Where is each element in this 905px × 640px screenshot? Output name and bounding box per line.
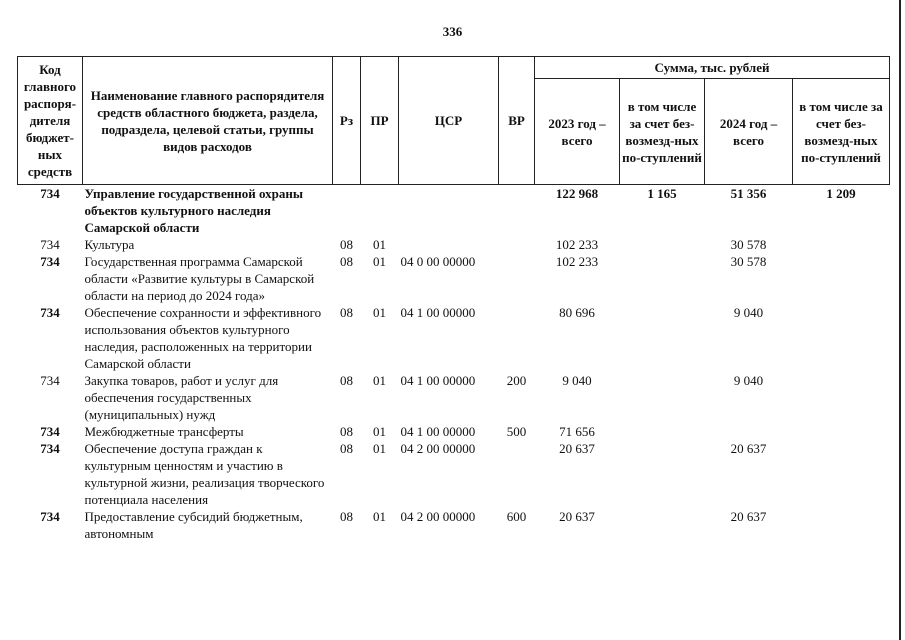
- row-2023-free: 1 165: [647, 186, 677, 201]
- header-2023-total: 2023 год – всего: [535, 79, 620, 185]
- row-2024-total: 9 040: [733, 305, 764, 320]
- row-csr: [399, 236, 499, 253]
- row-vr: 600: [506, 509, 527, 524]
- row-csr: 04 2 00 00000: [400, 441, 476, 456]
- row-2023-free: [620, 372, 705, 423]
- row-2023-total: 80 696: [559, 305, 595, 320]
- row-csr: [399, 185, 499, 237]
- row-2023-total: 102 233: [555, 254, 599, 269]
- row-2024-free: [793, 423, 890, 440]
- row-code: 734: [40, 186, 60, 201]
- header-name: Наименование главного распорядителя средств областного бюджета, раздела, подраздела, целевой статьи, группы видов расходов: [83, 57, 333, 185]
- table-row: [18, 253, 890, 304]
- header-2023-free: в том числе за счет без-возмезд-ных по-ступлений: [620, 79, 705, 185]
- row-2023-free: [620, 423, 705, 440]
- row-2024-free: [793, 236, 890, 253]
- header-vr: ВР: [499, 57, 535, 185]
- row-2023-free: [620, 304, 705, 372]
- row-pr: 01: [373, 373, 386, 388]
- row-name: Закупка товаров, работ и услуг для обеспечения государственных (муниципальных) нужд: [84, 373, 279, 422]
- row-rz: 08: [340, 305, 353, 320]
- row-rz: 08: [340, 254, 353, 269]
- row-2024-total: 30 578: [730, 237, 767, 252]
- row-name: Управление государственной охраны объектов культурного наследия Самарской области: [84, 186, 303, 235]
- header-2024-total: 2024 год – всего: [705, 79, 793, 185]
- table-row: [18, 185, 890, 237]
- row-2023-free: [620, 253, 705, 304]
- header-rz: Рз: [333, 57, 361, 185]
- row-code: 734: [40, 509, 60, 524]
- row-name: Обеспечение сохранности и эффективного использования объектов культурного наследия, расположенных на территории Самарской области: [84, 305, 322, 371]
- row-2024-total: 51 356: [730, 186, 767, 201]
- header-2024-free: в том числе за счет без-возмезд-ных по-ступлений: [793, 79, 890, 185]
- row-rz: [333, 185, 361, 237]
- table-row: [18, 304, 890, 372]
- row-name: Государственная программа Самарской области «Развитие культуры в Самарской области на период до 2024 года»: [84, 254, 315, 303]
- row-rz: 08: [340, 373, 353, 388]
- row-2023-total: 102 233: [555, 237, 599, 252]
- row-csr: 04 0 00 00000: [400, 254, 476, 269]
- row-2024-total: 30 578: [730, 254, 767, 269]
- row-2024-total: 20 637: [730, 441, 767, 456]
- row-name: Культура: [84, 237, 135, 252]
- row-code: 734: [40, 237, 60, 252]
- row-2024-free: [793, 372, 890, 423]
- row-name: Предоставление субсидий бюджетным, автономным: [84, 509, 303, 541]
- row-pr: 01: [373, 424, 386, 439]
- row-code: 734: [40, 254, 60, 269]
- row-2023-total: 122 968: [555, 186, 599, 201]
- row-pr: 01: [373, 237, 386, 252]
- row-pr: 01: [373, 305, 386, 320]
- row-rz: 08: [340, 237, 353, 252]
- header-pr: ПР: [361, 57, 399, 185]
- row-name: Межбюджетные трансферты: [84, 424, 244, 439]
- row-2023-free: [620, 440, 705, 508]
- table-row: [18, 372, 890, 423]
- table-row: [18, 423, 890, 440]
- row-csr: 04 2 00 00000: [400, 509, 476, 524]
- row-rz: 08: [340, 424, 353, 439]
- page-edge-line: [899, 0, 901, 640]
- row-2024-total: [705, 423, 793, 440]
- row-vr: [499, 236, 535, 253]
- table-row: [18, 236, 890, 253]
- row-pr: 01: [373, 254, 386, 269]
- row-2024-total: 9 040: [733, 373, 764, 388]
- row-code: 734: [40, 305, 60, 320]
- row-2023-free: [620, 508, 705, 542]
- header-code: Код главного распоря-дителя бюджет-ных средств: [18, 57, 83, 185]
- budget-table: [17, 56, 890, 542]
- row-rz: 08: [340, 441, 353, 456]
- page-number: 336: [442, 24, 463, 39]
- row-2024-total: 20 637: [730, 509, 767, 524]
- row-vr: [499, 304, 535, 372]
- row-pr: [361, 185, 399, 237]
- row-pr: 01: [373, 441, 386, 456]
- row-rz: 08: [340, 509, 353, 524]
- row-csr: 04 1 00 00000: [400, 305, 476, 320]
- row-csr: 04 1 00 00000: [400, 373, 476, 388]
- table-body: [18, 185, 890, 543]
- row-vr: [499, 185, 535, 237]
- row-2024-free: 1 209: [826, 186, 856, 201]
- row-2023-total: 20 637: [559, 441, 595, 456]
- header-sum-group: Сумма, тыс. рублей: [535, 57, 890, 79]
- row-2024-free: [793, 440, 890, 508]
- row-code: 734: [40, 441, 60, 456]
- row-2023-total: 71 656: [559, 424, 595, 439]
- table-header: [18, 57, 890, 185]
- table-row: [18, 440, 890, 508]
- header-csr: ЦСР: [399, 57, 499, 185]
- row-pr: 01: [373, 509, 386, 524]
- row-2024-free: [793, 304, 890, 372]
- row-name: Обеспечение доступа граждан к культурным ценностям и участию в культурной жизни, реализация творческого потенциала населения: [84, 441, 325, 507]
- row-csr: 04 1 00 00000: [400, 424, 476, 439]
- row-2023-free: [620, 236, 705, 253]
- row-vr: [499, 440, 535, 508]
- row-vr: 200: [506, 373, 527, 388]
- row-2024-free: [793, 253, 890, 304]
- row-vr: [499, 253, 535, 304]
- row-2024-free: [793, 508, 890, 542]
- row-code: 734: [40, 373, 60, 388]
- row-vr: 500: [506, 424, 527, 439]
- row-2023-total: 20 637: [559, 509, 595, 524]
- row-2023-total: 9 040: [562, 373, 592, 388]
- table-row: [18, 508, 890, 542]
- row-code: 734: [40, 424, 60, 439]
